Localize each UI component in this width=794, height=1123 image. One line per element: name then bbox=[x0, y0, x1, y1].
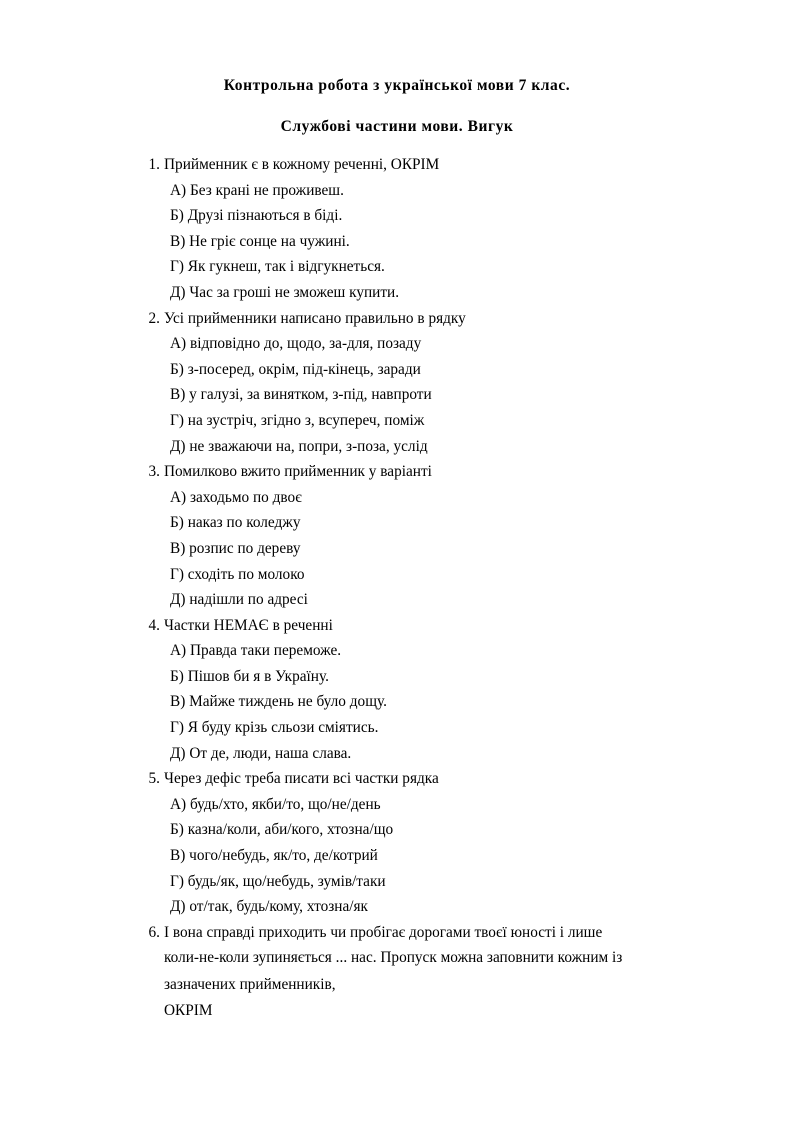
question-prompt-row bbox=[0, 459, 794, 485]
answer-option-text: Г) Я буду крізь сльози сміятись. bbox=[170, 719, 379, 737]
page-title: Контрольна робота з української мови 7 клас. bbox=[223, 77, 571, 94]
answer-option[interactable] bbox=[0, 229, 794, 255]
answer-option-text: Б) казна/коли, аби/кого, хтозна/що bbox=[170, 821, 394, 839]
page-subtitle: Службові частини мови. Вигук bbox=[280, 118, 514, 135]
answer-option-text: Г) будь/як, що/небудь, зумів/таки bbox=[170, 872, 386, 890]
answer-option[interactable] bbox=[0, 280, 794, 306]
answer-option[interactable] bbox=[0, 485, 794, 511]
question-continuation-row bbox=[0, 945, 794, 971]
answer-option[interactable] bbox=[0, 843, 794, 869]
question-text: І вона справді приходить чи пробігає дорогами твоєї юності і лише bbox=[164, 923, 603, 941]
answer-option-text: Г) на зустріч, згідно з, всупереч, поміж bbox=[170, 411, 425, 429]
question-block bbox=[0, 613, 794, 767]
question-number: 4. bbox=[148, 616, 160, 634]
answer-option-text: В) у галузі, за винятком, з-під, навпроти bbox=[170, 386, 432, 404]
question-text: Усі прийменники написано правильно в рядку bbox=[164, 309, 466, 327]
answer-option-text: А) заходьмо по двоє bbox=[170, 488, 302, 506]
question-text: Помилково вжито прийменник у варіанті bbox=[164, 463, 432, 481]
answer-option[interactable] bbox=[0, 331, 794, 357]
question-continuation-text: зазначених прийменників, bbox=[164, 975, 336, 993]
question-continuation-text: ОКРІМ bbox=[164, 1002, 213, 1020]
answer-option-text: Д) Час за гроші не зможеш купити. bbox=[170, 283, 400, 301]
question-number: 1. bbox=[148, 156, 160, 173]
answer-option-text: Б) Друзі пізнаються в біді. bbox=[170, 207, 343, 225]
question-prompt-row bbox=[0, 920, 794, 946]
question-list bbox=[0, 152, 794, 1025]
question-number: 5. bbox=[148, 770, 160, 788]
answer-option[interactable] bbox=[0, 817, 794, 843]
question-number: 6. bbox=[148, 923, 160, 941]
question-continuation-text: коли-не-коли зупиняється ... нас. Пропуск можна заповнити кожним із bbox=[164, 949, 623, 967]
answer-option[interactable] bbox=[0, 254, 794, 280]
answer-option[interactable] bbox=[0, 664, 794, 690]
answer-option[interactable] bbox=[0, 536, 794, 562]
answer-option[interactable] bbox=[0, 587, 794, 613]
question-block bbox=[0, 152, 794, 306]
question-prompt-row bbox=[0, 613, 794, 639]
question-block bbox=[0, 459, 794, 613]
answer-option[interactable] bbox=[0, 689, 794, 715]
answer-option[interactable] bbox=[0, 715, 794, 741]
question-block bbox=[0, 920, 794, 1025]
answer-option-text: Д) От де, люди, наша слава. bbox=[170, 744, 352, 762]
answer-option[interactable] bbox=[0, 869, 794, 895]
question-prompt-row bbox=[0, 306, 794, 332]
answer-option[interactable] bbox=[0, 562, 794, 588]
answer-option-text: Б) з-посеред, окрім, під-кінець, заради bbox=[170, 360, 421, 378]
answer-option-text: А) Правда таки переможе. bbox=[170, 642, 342, 660]
answer-option-text: В) розпис по дереву bbox=[170, 539, 301, 557]
answer-option[interactable] bbox=[0, 434, 794, 460]
question-prompt-row bbox=[0, 766, 794, 792]
answer-option-text: В) Майже тиждень не було дощу. bbox=[170, 693, 387, 711]
question-block bbox=[0, 766, 794, 920]
answer-option-text: Д) не зважаючи на, попри, з-поза, услід bbox=[170, 437, 428, 455]
question-text: Частки НЕМАЄ в реченні bbox=[164, 616, 333, 634]
answer-option[interactable] bbox=[0, 382, 794, 408]
answer-option[interactable] bbox=[0, 408, 794, 434]
answer-option[interactable] bbox=[0, 178, 794, 204]
answer-option[interactable] bbox=[0, 638, 794, 664]
answer-option-text: Д) от/так, будь/кому, хтозна/як bbox=[170, 898, 368, 916]
answer-option[interactable] bbox=[0, 357, 794, 383]
answer-option-text: Г) сходіть по молоко bbox=[170, 565, 305, 583]
question-text: Через дефіс треба писати всі частки рядка bbox=[164, 770, 439, 788]
answer-option-text: А) будь/хто, якби/то, що/не/день bbox=[170, 795, 381, 813]
question-block bbox=[0, 306, 794, 460]
question-continuation-row bbox=[0, 998, 794, 1024]
answer-option-text: Г) Як гукнеш, так і відгукнеться. bbox=[170, 258, 385, 276]
answer-option-text: А) відповідно до, щодо, за-для, позаду bbox=[170, 335, 422, 353]
answer-option[interactable] bbox=[0, 203, 794, 229]
answer-option-text: Б) наказ по коледжу bbox=[170, 514, 301, 532]
question-text: Прийменник є в кожному реченні, ОКРІМ bbox=[164, 156, 440, 173]
question-continuation-row bbox=[0, 972, 794, 998]
answer-option-text: А) Без крані не проживеш. bbox=[170, 181, 344, 199]
answer-option[interactable] bbox=[0, 741, 794, 767]
answer-option-text: В) чого/небудь, як/то, де/котрий bbox=[170, 847, 378, 865]
question-number: 3. bbox=[148, 463, 160, 481]
question-prompt-row bbox=[0, 152, 794, 178]
answer-option-text: Б) Пішов би я в Україну. bbox=[170, 667, 329, 685]
answer-option-text: Д) надішли по адресі bbox=[170, 591, 308, 609]
question-number: 2. bbox=[148, 309, 160, 327]
answer-option[interactable] bbox=[0, 894, 794, 920]
answer-option-text: В) Не гріє сонце на чужині. bbox=[170, 232, 350, 250]
answer-option[interactable] bbox=[0, 792, 794, 818]
answer-option[interactable] bbox=[0, 510, 794, 536]
